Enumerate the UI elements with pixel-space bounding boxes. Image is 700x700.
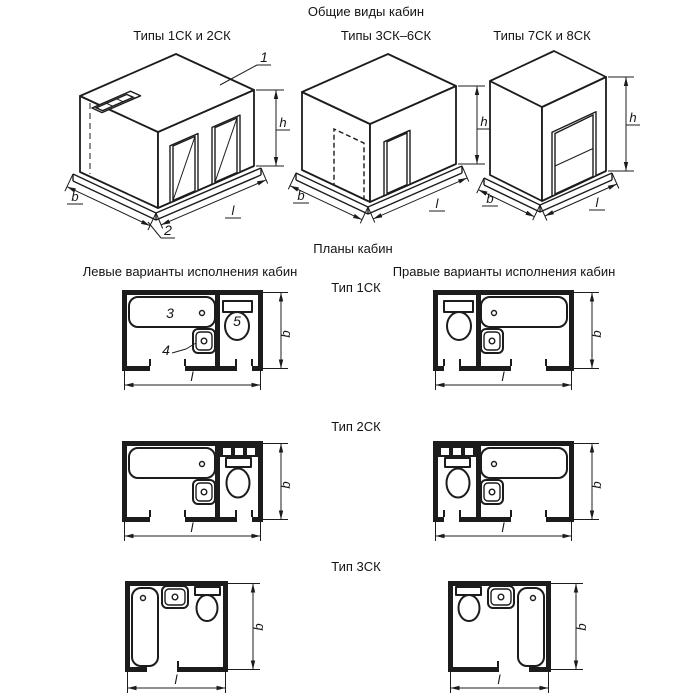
toilet <box>444 301 473 340</box>
dimension-b <box>263 444 293 520</box>
washbasin <box>193 480 215 504</box>
toilet <box>445 458 470 498</box>
dimension-l <box>436 369 572 390</box>
right-variants-header: Правые варианты исполнения кабин <box>392 264 616 279</box>
height-label: h <box>629 110 637 125</box>
length-label: l <box>501 369 505 384</box>
type-label-3sk: Тип 3СК <box>331 559 381 574</box>
toilet <box>456 587 481 621</box>
sink-label: 4 <box>162 342 170 358</box>
iso-caption-3sk-6sk: Типы 3СК–6СК <box>340 28 432 43</box>
left-variants-header: Левые варианты исполнения кабин <box>82 264 298 279</box>
vent-shelf-block <box>220 446 258 457</box>
width-label: b <box>251 623 266 631</box>
dimension-b <box>574 293 604 369</box>
iso-caption-1sk-2sk: Типы 1СК и 2СК <box>133 28 231 43</box>
height-label: h <box>279 115 287 130</box>
door-opening <box>212 115 240 184</box>
plan-2sk-right <box>427 437 612 545</box>
iso-view-3sk-6sk <box>288 48 493 238</box>
width-label: b <box>589 330 604 338</box>
width-label: b <box>71 189 79 204</box>
plan-1sk-right <box>427 286 612 394</box>
width-label: b <box>589 481 604 489</box>
washbasin <box>481 480 503 504</box>
toilet <box>226 458 251 498</box>
sheet-title: Общие виды кабин <box>307 4 425 19</box>
width-label: b <box>278 481 293 489</box>
height-label: h <box>480 114 488 129</box>
dimension-b <box>574 444 604 520</box>
plan-3sk-right <box>443 577 603 699</box>
washbasin <box>488 586 514 608</box>
plan-3sk-left <box>120 577 280 699</box>
width-label: b <box>278 330 293 338</box>
bathtub <box>129 448 215 478</box>
cabin-box <box>302 54 456 202</box>
length-label: l <box>497 672 501 687</box>
iso-caption-7sk-8sk: Типы 7СК и 8СК <box>493 28 591 43</box>
dimension-l <box>436 520 572 541</box>
dimension-b <box>228 584 266 670</box>
bathtub <box>481 297 567 327</box>
dimension-b <box>263 293 293 369</box>
width-label: b <box>486 191 494 206</box>
bath-label: 3 <box>166 305 174 321</box>
dimension-height <box>256 90 290 166</box>
dimension-l <box>451 672 549 693</box>
toilet <box>223 301 252 340</box>
plans-title: Планы кабин <box>313 241 393 256</box>
washbasin <box>162 329 215 358</box>
dimension-l <box>128 672 226 693</box>
iso-view-1sk-2sk <box>58 46 296 243</box>
length-label: l <box>501 520 505 535</box>
plan-1sk-left <box>116 286 301 394</box>
toilet <box>195 587 220 621</box>
dimension-b <box>551 584 589 670</box>
toilet-label: 5 <box>233 313 241 329</box>
dimension-l <box>125 369 261 390</box>
vent-shelf-block <box>438 446 476 457</box>
bathtub <box>481 448 567 478</box>
length-label: l <box>435 196 439 211</box>
length-label: l <box>174 672 178 687</box>
iso-view-7sk-8sk <box>474 45 649 235</box>
type-label-2sk: Тип 2СК <box>331 419 381 434</box>
dimension-height <box>608 77 640 171</box>
base-part-label: 2 <box>164 222 172 238</box>
length-label: l <box>190 369 194 384</box>
bathtub <box>129 297 215 327</box>
washbasin <box>481 329 503 353</box>
bathtub <box>518 588 544 666</box>
length-label: l <box>190 520 194 535</box>
type-label-1sk: Тип 1СК <box>331 280 381 295</box>
width-label: b <box>297 188 305 203</box>
length-label: l <box>595 195 599 210</box>
width-label: b <box>574 623 589 631</box>
washbasin <box>162 586 188 608</box>
bathtub <box>132 588 158 666</box>
door-opening <box>384 130 410 196</box>
roof-part-label: 1 <box>260 49 268 65</box>
door-opening <box>170 134 198 203</box>
plan-2sk-left <box>116 437 301 545</box>
dimension-l <box>125 520 261 541</box>
length-label: l <box>231 203 235 218</box>
